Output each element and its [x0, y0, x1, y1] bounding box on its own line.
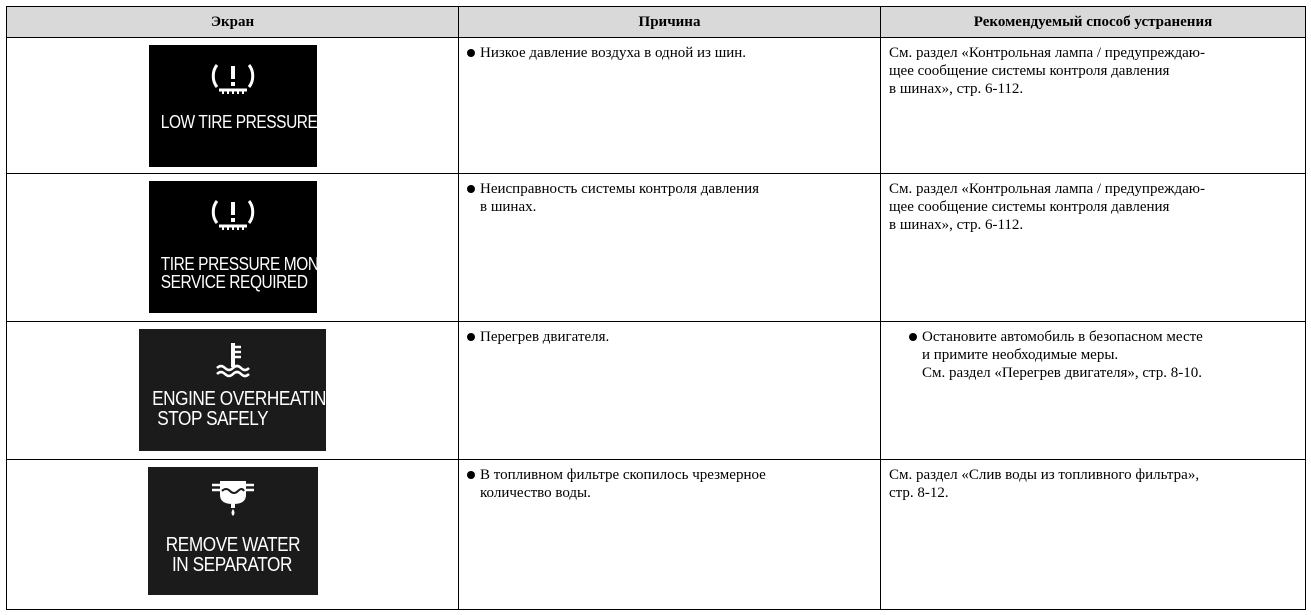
- screen-cell: [7, 460, 459, 610]
- cause-cell: [459, 460, 881, 610]
- remedy-text: См. раздел «Перегрев двигателя», стр. 8-10.: [922, 365, 1203, 381]
- remedy-cell: [881, 322, 1306, 460]
- remedy-text: Остановите автомобиль в безопасном месте: [922, 329, 1203, 345]
- remedy-cell: [881, 460, 1306, 610]
- cause-cell: [459, 38, 881, 174]
- screen-cell: [7, 38, 459, 174]
- tire-pressure-warning-icon: [211, 181, 255, 231]
- cause-cell: [459, 174, 881, 322]
- warning-display: [148, 467, 318, 595]
- remedy-text: стр. 8-12.: [889, 485, 949, 501]
- header-remedy: Рекомендуемый способ устранения: [881, 7, 1306, 38]
- warnings-table: [6, 6, 1306, 610]
- screen-message: TIRE PRESSURE MONITOR SERVICE REQUIRED: [160, 254, 354, 292]
- screen-message: LOW TIRE PRESSURE: [160, 112, 317, 132]
- cause-text: Неисправность системы контроля давления в шинах.: [480, 181, 760, 215]
- tire-pressure-warning-icon: [211, 45, 255, 95]
- screen-message: REMOVE WATER IN SEPARATOR: [165, 534, 300, 576]
- cause-text: Низкое давление воздуха в одной из шин.: [480, 45, 747, 61]
- remedy-text: См. раздел «Слив воды из топливного фильтра»,: [889, 467, 1200, 483]
- remedy-text: См. раздел «Контрольная лампа / предупреждаю-: [889, 45, 1205, 61]
- remedy-text: См. раздел «Контрольная лампа / предупреждаю-: [889, 181, 1205, 197]
- table-row: [7, 174, 1306, 322]
- remedy-text: щее сообщение системы контроля давления: [889, 63, 1170, 79]
- table-row: [7, 322, 1306, 460]
- bullet-icon: [467, 185, 475, 193]
- remedy-cell: [881, 174, 1306, 322]
- header-cause: Причина: [459, 7, 881, 38]
- cause-text: В топливном фильтре скопилось чрезмерное количество воды.: [480, 467, 766, 501]
- remedy-text: в шинах», стр. 6-112.: [889, 217, 1024, 233]
- warning-display: [149, 45, 317, 167]
- remedy-text: в шинах», стр. 6-112.: [889, 81, 1024, 97]
- bullet-icon: [467, 471, 475, 479]
- bullet-icon: [909, 333, 917, 341]
- coolant-temperature-icon: [213, 329, 253, 381]
- water-in-fuel-icon: [210, 467, 256, 517]
- remedy-text: щее сообщение системы контроля давления: [889, 199, 1170, 215]
- table-row: [7, 460, 1306, 610]
- header-row: [7, 7, 1306, 38]
- cause-text: Перегрев двигателя.: [480, 329, 610, 345]
- remedy-cell: [881, 38, 1306, 174]
- bullet-icon: [467, 333, 475, 341]
- cause-cell: [459, 322, 881, 460]
- screen-cell: [7, 174, 459, 322]
- warning-display: [149, 181, 354, 313]
- screen-cell: [7, 322, 459, 460]
- warning-display: [139, 329, 339, 451]
- header-screen: Экран: [7, 7, 459, 38]
- remedy-text: и примите необходимые меры.: [922, 347, 1119, 363]
- bullet-icon: [467, 49, 475, 57]
- table-row: [7, 38, 1306, 174]
- screen-message: ENGINE OVERHEATING STOP SAFELY: [152, 388, 339, 430]
